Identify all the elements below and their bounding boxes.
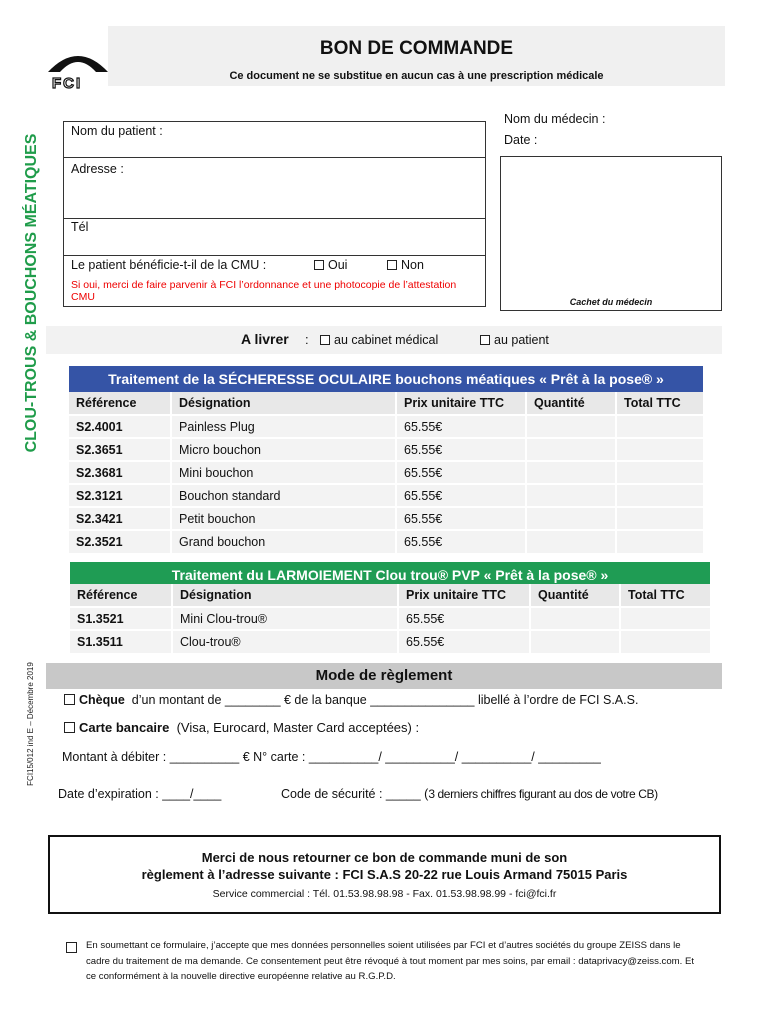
doctor-stamp-box[interactable] <box>500 156 722 311</box>
table-row <box>69 438 703 461</box>
side-product-title: CLOU-TROUS & BOUCHONS MÉATIQUES <box>23 133 40 453</box>
delivery-colon: : <box>305 332 309 347</box>
larmoiement-banner: Traitement du LARMOIEMENT Clou trou® PVP « Prêt à la pose® » <box>70 562 710 588</box>
doctor-stamp-label: Cachet du médecin <box>569 297 653 307</box>
card-checkbox[interactable] <box>64 722 75 733</box>
column-header: Référence <box>70 584 172 607</box>
quantity-cell[interactable] <box>526 530 616 553</box>
page-subtitle: Ce document ne se substitue en aucun cas à une prescription médicale <box>229 70 604 82</box>
cmu-no-option[interactable] <box>387 258 424 272</box>
payment-title: Mode de règlement <box>315 667 453 684</box>
reference-cell: S1.3521 <box>70 607 172 630</box>
logo-text: FCI <box>52 75 83 92</box>
designation-cell: Clou-trou® <box>172 630 398 653</box>
cmu-note: Si oui, merci de faire parvenir à FCI l’ordonnance et une photocopie de l’attestation CMU <box>71 279 457 303</box>
column-header: Quantité <box>530 584 620 607</box>
return-line-1: Merci de nous retourner ce bon de commande muni de son <box>201 850 568 865</box>
patient-info-box <box>63 121 486 307</box>
quantity-cell[interactable] <box>526 484 616 507</box>
doctor-name-label: Nom du médecin : <box>504 112 606 126</box>
security-code-hint: 3 derniers chiffres figurant au dos de votre CB) <box>428 787 658 801</box>
divider <box>64 157 485 158</box>
price-cell: 65.55€ <box>396 415 526 438</box>
page-title: BON DE COMMANDE <box>319 38 514 59</box>
column-header: Quantité <box>526 392 616 415</box>
reference-cell: S2.3121 <box>69 484 171 507</box>
reference-cell: S2.3421 <box>69 507 171 530</box>
cheque-label: Chèque <box>79 693 125 707</box>
reference-cell: S2.3681 <box>69 461 171 484</box>
price-cell: 65.55€ <box>396 507 526 530</box>
total-cell[interactable] <box>616 438 703 461</box>
total-cell[interactable] <box>620 607 710 630</box>
price-cell: 65.55€ <box>396 461 526 484</box>
secheresse-banner: Traitement de la SÉCHERESSE OCULAIRE bouchons méatiques « Prêt à la pose® » <box>69 366 703 392</box>
table-row <box>69 461 703 484</box>
delivery-cabinet-label: au cabinet médical <box>334 333 439 347</box>
reference-cell: S2.3521 <box>69 530 171 553</box>
fci-logo <box>46 22 110 94</box>
total-cell[interactable] <box>620 630 710 653</box>
price-cell: 65.55€ <box>396 438 526 461</box>
patient-name-label: Nom du patient : <box>71 124 163 138</box>
card-option[interactable] <box>64 720 419 735</box>
consent-checkbox[interactable] <box>66 939 81 957</box>
quantity-cell[interactable] <box>526 461 616 484</box>
larmoiement-table <box>70 584 710 653</box>
doctor-date-label: Date : <box>504 133 538 147</box>
column-header: Désignation <box>172 584 398 607</box>
designation-cell: Bouchon standard <box>171 484 396 507</box>
consent-text: En soumettant ce formulaire, j’accepte que mes données personnelles soient utilisées par FCI et d’autres sociétés du groupe ZEISS dans le cadre du traitement de ma demande. Ce consentement peut être révoqué à tout moment par mes soins, par email : dataprivacy@zeiss.com. Et ce conformément à la nouvelle directive européenne relative au R.G.P.D. <box>86 940 695 982</box>
consent-checkbox-square[interactable] <box>66 942 77 953</box>
document-reference: FCI15/012 ind E – Décembre 2019 <box>26 662 35 786</box>
amount-card-line[interactable]: Montant à débiter : __________ € N° carte : __________/ __________/ __________/ _________ <box>62 750 601 764</box>
designation-cell: Micro bouchon <box>171 438 396 461</box>
service-contact: Service commercial : Tél. 01.53.98.98.98 - Fax. 01.53.98.98.99 - fci@fci.fr <box>212 888 557 900</box>
return-address: règlement à l’adresse suivante : FCI S.A.S 20-22 rue Louis Armand 75015 Paris <box>141 867 628 882</box>
table-row <box>69 507 703 530</box>
table-row <box>69 415 703 438</box>
column-header: Référence <box>69 392 171 415</box>
delivery-patient-label: au patient <box>494 333 549 347</box>
total-cell[interactable] <box>616 530 703 553</box>
delivery-label: A livrer <box>241 331 289 347</box>
cheque-details: d’un montant de ________ € de la banque _______________ libellé à l’ordre de FCI S.A.S. <box>131 693 639 707</box>
secheresse-table <box>69 392 703 553</box>
cmu-question: Le patient bénéficie-t-il de la CMU : <box>71 258 267 272</box>
card-label: Carte bancaire <box>79 720 170 735</box>
security-code-line[interactable] <box>281 787 658 801</box>
designation-cell: Petit bouchon <box>171 507 396 530</box>
table-row <box>69 484 703 507</box>
divider <box>64 218 485 219</box>
price-cell: 65.55€ <box>396 530 526 553</box>
quantity-cell[interactable] <box>530 607 620 630</box>
column-header: Total TTC <box>616 392 703 415</box>
quantity-cell[interactable] <box>530 630 620 653</box>
table-header-row <box>69 392 703 415</box>
delivery-cabinet-checkbox[interactable] <box>320 335 330 345</box>
delivery-patient-option[interactable] <box>480 333 549 347</box>
price-cell: 65.55€ <box>398 607 530 630</box>
quantity-cell[interactable] <box>526 438 616 461</box>
designation-cell: Mini bouchon <box>171 461 396 484</box>
designation-cell: Mini Clou-trou® <box>172 607 398 630</box>
cmu-no-label: Non <box>401 258 424 272</box>
cmu-no-checkbox[interactable] <box>387 260 397 270</box>
column-header: Désignation <box>171 392 396 415</box>
reference-cell: S2.3651 <box>69 438 171 461</box>
total-cell[interactable] <box>616 484 703 507</box>
table-row <box>70 630 710 653</box>
cheque-option[interactable] <box>64 693 638 707</box>
table-row <box>70 607 710 630</box>
cheque-checkbox[interactable] <box>64 694 75 705</box>
table-row <box>69 530 703 553</box>
total-cell[interactable] <box>616 461 703 484</box>
quantity-cell[interactable] <box>526 415 616 438</box>
cmu-yes-option[interactable] <box>314 258 347 272</box>
security-code-label: Code de sécurité : _____ ( <box>281 787 429 801</box>
delivery-patient-checkbox[interactable] <box>480 335 490 345</box>
cmu-yes-label: Oui <box>328 258 348 272</box>
quantity-cell[interactable] <box>526 507 616 530</box>
designation-cell: Grand bouchon <box>171 530 396 553</box>
patient-phone-label: Tél <box>71 220 89 234</box>
card-details: (Visa, Eurocard, Master Card acceptées) : <box>176 720 420 735</box>
column-header: Prix unitaire TTC <box>396 392 526 415</box>
delivery-cabinet-option[interactable] <box>320 333 438 347</box>
cmu-yes-checkbox[interactable] <box>314 260 324 270</box>
price-cell: 65.55€ <box>398 630 530 653</box>
patient-address-label: Adresse : <box>71 162 124 176</box>
reference-cell: S1.3511 <box>70 630 172 653</box>
table-header-row <box>70 584 710 607</box>
expiry-line[interactable]: Date d’expiration : ____/____ <box>58 787 222 801</box>
column-header: Prix unitaire TTC <box>398 584 530 607</box>
total-cell[interactable] <box>616 415 703 438</box>
price-cell: 65.55€ <box>396 484 526 507</box>
column-header: Total TTC <box>620 584 710 607</box>
total-cell[interactable] <box>616 507 703 530</box>
divider <box>64 255 485 256</box>
reference-cell: S2.4001 <box>69 415 171 438</box>
designation-cell: Painless Plug <box>171 415 396 438</box>
